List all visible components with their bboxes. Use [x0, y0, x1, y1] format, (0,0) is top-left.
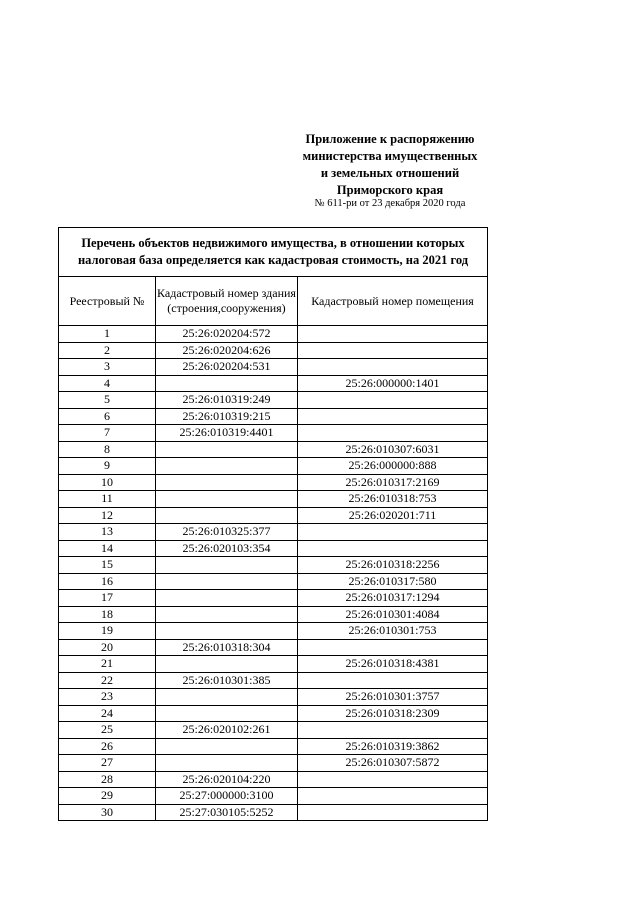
cell-registry-number: 21 [59, 656, 156, 673]
cell-premises-cadastral: 25:26:010301:4084 [298, 606, 488, 623]
cell-building-cadastral [156, 491, 298, 508]
table-row [59, 392, 488, 409]
cell-premises-cadastral [298, 408, 488, 425]
cell-registry-number: 7 [59, 425, 156, 442]
cell-premises-cadastral [298, 326, 488, 343]
cell-building-cadastral [156, 458, 298, 475]
order-number: № 611-ри от 23 декабря 2020 года [314, 198, 466, 209]
table-row [59, 623, 488, 640]
cell-registry-number: 12 [59, 507, 156, 524]
header-building-cadastral: Кадастровый номер здания (строения,сооружения) [156, 277, 298, 326]
cell-building-cadastral [156, 573, 298, 590]
table-row [59, 722, 488, 739]
cell-premises-cadastral: 25:26:010301:753 [298, 623, 488, 640]
table-row [59, 507, 488, 524]
cell-registry-number: 15 [59, 557, 156, 574]
table-body [59, 326, 488, 821]
cell-premises-cadastral: 25:26:010318:753 [298, 491, 488, 508]
cell-premises-cadastral [298, 722, 488, 739]
cell-building-cadastral: 25:26:010319:4401 [156, 425, 298, 442]
table-row [59, 491, 488, 508]
table-row [59, 408, 488, 425]
table-title-row [59, 228, 488, 277]
cell-building-cadastral [156, 656, 298, 673]
table-row [59, 771, 488, 788]
cell-building-cadastral: 25:27:000000:3100 [156, 788, 298, 805]
table-title: Перечень объектов недвижимого имущества, в отношении которых налоговая база определяется как кадастровая стоимость, на 2021 год [59, 228, 488, 277]
cell-building-cadastral: 25:26:020204:572 [156, 326, 298, 343]
cell-premises-cadastral [298, 342, 488, 359]
table-row [59, 359, 488, 376]
cell-registry-number: 27 [59, 755, 156, 772]
cell-registry-number: 6 [59, 408, 156, 425]
cell-premises-cadastral [298, 359, 488, 376]
cell-building-cadastral [156, 623, 298, 640]
cell-building-cadastral: 25:26:020102:261 [156, 722, 298, 739]
cell-registry-number: 10 [59, 474, 156, 491]
cell-registry-number: 23 [59, 689, 156, 706]
cell-registry-number: 25 [59, 722, 156, 739]
cell-building-cadastral [156, 557, 298, 574]
cell-building-cadastral [156, 590, 298, 607]
cell-building-cadastral [156, 474, 298, 491]
cell-registry-number: 1 [59, 326, 156, 343]
cell-registry-number: 17 [59, 590, 156, 607]
table-row [59, 590, 488, 607]
cell-registry-number: 26 [59, 738, 156, 755]
cell-registry-number: 19 [59, 623, 156, 640]
cell-premises-cadastral [298, 804, 488, 821]
cell-building-cadastral: 25:26:010319:215 [156, 408, 298, 425]
cell-building-cadastral: 25:26:020204:626 [156, 342, 298, 359]
appendix-line: министерства имущественных [302, 149, 478, 163]
cell-premises-cadastral: 25:26:010317:1294 [298, 590, 488, 607]
cell-premises-cadastral: 25:26:010301:3757 [298, 689, 488, 706]
cell-premises-cadastral: 25:26:010319:3862 [298, 738, 488, 755]
appendix-line: Приложение к распоряжению [305, 132, 475, 146]
table-row [59, 474, 488, 491]
cell-premises-cadastral [298, 540, 488, 557]
cell-premises-cadastral [298, 672, 488, 689]
property-table [58, 227, 488, 821]
cell-registry-number: 9 [59, 458, 156, 475]
cell-premises-cadastral: 25:26:010318:2256 [298, 557, 488, 574]
table-row [59, 326, 488, 343]
cell-building-cadastral [156, 738, 298, 755]
cell-building-cadastral: 25:26:010301:385 [156, 672, 298, 689]
table-row [59, 573, 488, 590]
cell-registry-number: 28 [59, 771, 156, 788]
appendix-line: и земельных отношений [320, 166, 460, 180]
table-row [59, 639, 488, 656]
table-row [59, 606, 488, 623]
cell-premises-cadastral [298, 639, 488, 656]
cell-premises-cadastral: 25:26:010307:5872 [298, 755, 488, 772]
table-row [59, 738, 488, 755]
table-row [59, 755, 488, 772]
cell-building-cadastral: 25:27:030105:5252 [156, 804, 298, 821]
cell-building-cadastral [156, 441, 298, 458]
cell-building-cadastral: 25:26:010319:249 [156, 392, 298, 409]
table-row [59, 656, 488, 673]
cell-registry-number: 11 [59, 491, 156, 508]
cell-building-cadastral [156, 375, 298, 392]
cell-premises-cadastral: 25:26:000000:1401 [298, 375, 488, 392]
cell-premises-cadastral: 25:26:010318:2309 [298, 705, 488, 722]
table-row [59, 540, 488, 557]
cell-registry-number: 22 [59, 672, 156, 689]
cell-premises-cadastral: 25:26:000000:888 [298, 458, 488, 475]
cell-premises-cadastral [298, 771, 488, 788]
cell-building-cadastral: 25:26:010318:304 [156, 639, 298, 656]
appendix-header [290, 131, 490, 199]
cell-registry-number: 13 [59, 524, 156, 541]
cell-building-cadastral [156, 606, 298, 623]
cell-registry-number: 4 [59, 375, 156, 392]
cell-premises-cadastral [298, 788, 488, 805]
cell-registry-number: 8 [59, 441, 156, 458]
cell-premises-cadastral: 25:26:010317:580 [298, 573, 488, 590]
header-registry-number: Реестровый № [59, 277, 156, 326]
header-premises-cadastral: Кадастровый номер помещения [298, 277, 488, 326]
cell-premises-cadastral: 25:26:020201:711 [298, 507, 488, 524]
cell-registry-number: 2 [59, 342, 156, 359]
cell-premises-cadastral [298, 425, 488, 442]
table-row [59, 342, 488, 359]
table-header-row [59, 277, 488, 326]
cell-registry-number: 5 [59, 392, 156, 409]
table-row [59, 804, 488, 821]
cell-building-cadastral [156, 755, 298, 772]
cell-registry-number: 18 [59, 606, 156, 623]
cell-premises-cadastral: 25:26:010307:6031 [298, 441, 488, 458]
table-row [59, 672, 488, 689]
cell-registry-number: 29 [59, 788, 156, 805]
cell-premises-cadastral [298, 524, 488, 541]
cell-premises-cadastral: 25:26:010318:4381 [298, 656, 488, 673]
table-row [59, 689, 488, 706]
cell-registry-number: 3 [59, 359, 156, 376]
table-row [59, 557, 488, 574]
cell-registry-number: 24 [59, 705, 156, 722]
cell-premises-cadastral: 25:26:010317:2169 [298, 474, 488, 491]
table-row [59, 458, 488, 475]
table-row [59, 524, 488, 541]
cell-building-cadastral: 25:26:010325:377 [156, 524, 298, 541]
cell-building-cadastral [156, 507, 298, 524]
table-row [59, 788, 488, 805]
cell-building-cadastral: 25:26:020204:531 [156, 359, 298, 376]
cell-building-cadastral: 25:26:020104:220 [156, 771, 298, 788]
table-row [59, 441, 488, 458]
table-row [59, 425, 488, 442]
cell-building-cadastral [156, 705, 298, 722]
cell-building-cadastral [156, 689, 298, 706]
cell-registry-number: 14 [59, 540, 156, 557]
table-row [59, 705, 488, 722]
cell-building-cadastral: 25:26:020103:354 [156, 540, 298, 557]
cell-registry-number: 16 [59, 573, 156, 590]
table-row [59, 375, 488, 392]
cell-premises-cadastral [298, 392, 488, 409]
cell-registry-number: 30 [59, 804, 156, 821]
cell-registry-number: 20 [59, 639, 156, 656]
appendix-line: Приморского края [336, 183, 444, 197]
